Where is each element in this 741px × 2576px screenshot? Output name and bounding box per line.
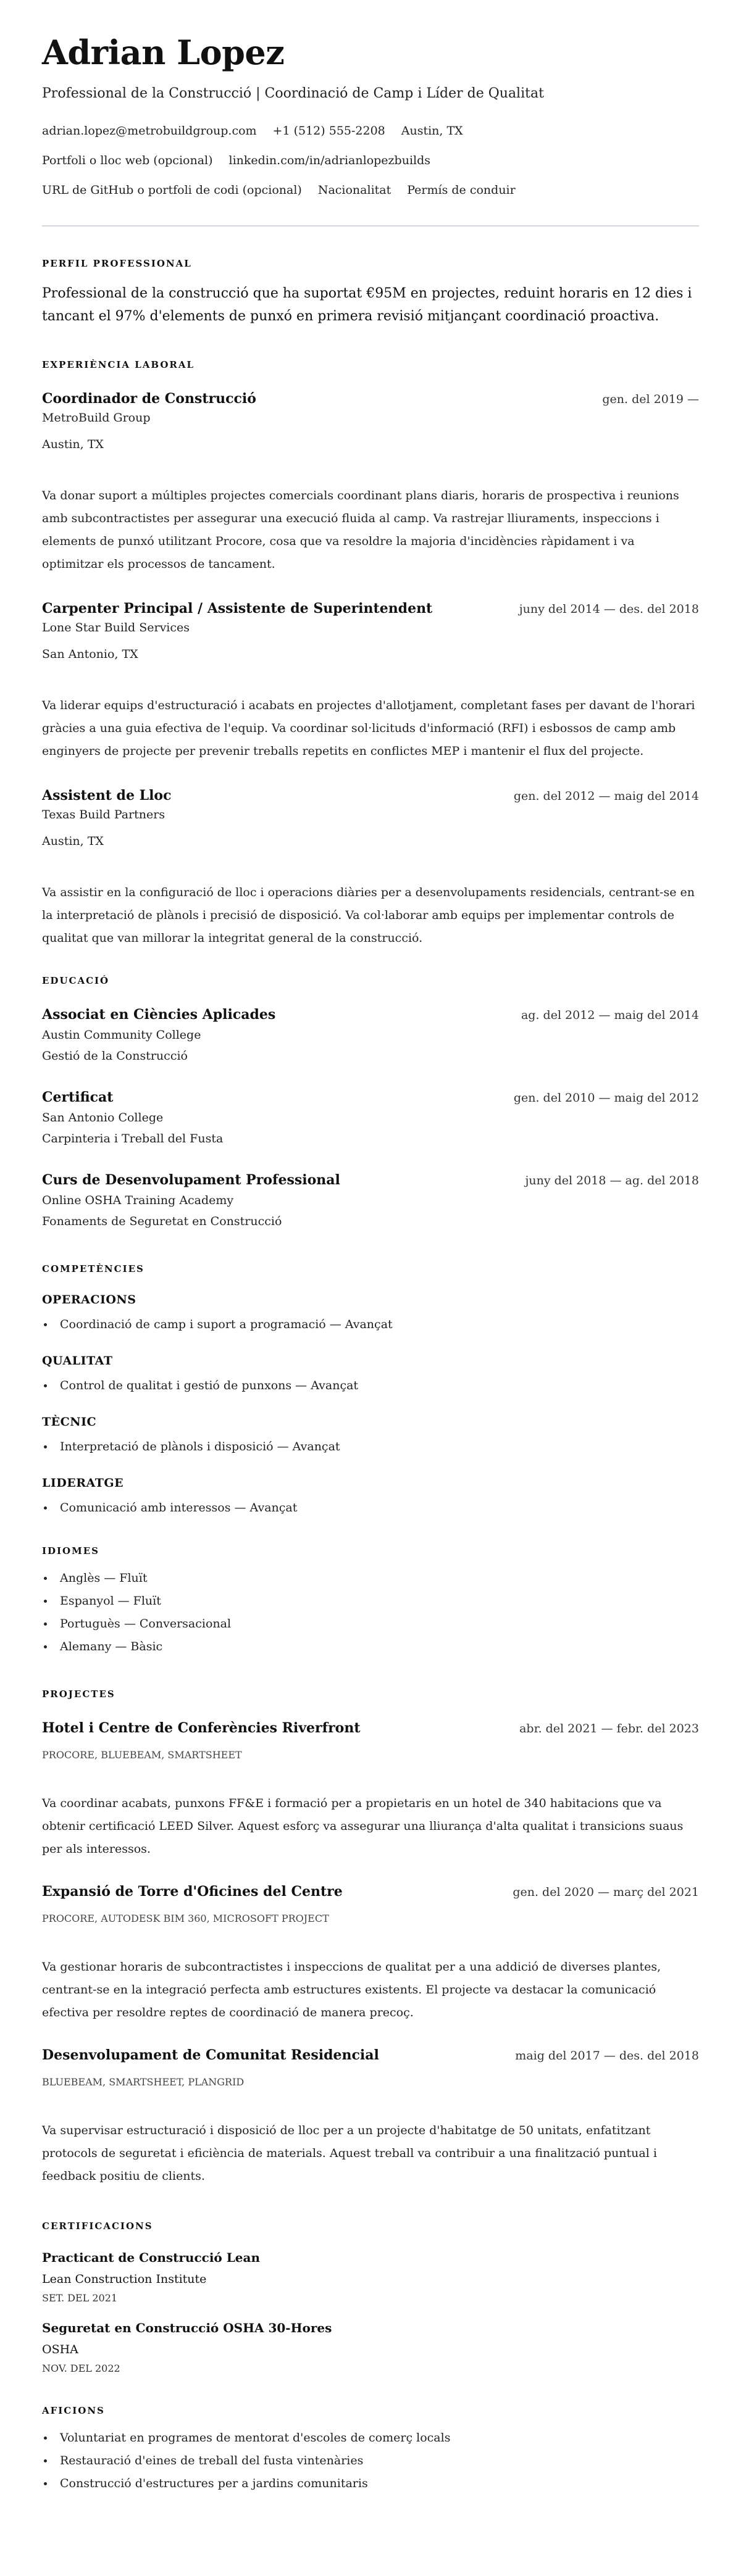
degree: Curs de Desenvolupament Professional: [42, 1172, 340, 1188]
summary-text: Professional de la construcció que ha suportat €95M en projectes, reduint horaris en 12 dies i tancant el 97% d'elements de punxó en primera revisió mitjançant coordinació proactiva.: [42, 286, 692, 324]
list-item-text: Portuguès — Conversacional: [60, 1617, 232, 1631]
portfolio-link[interactable]: Portfoli o lloc web (opcional): [42, 154, 213, 167]
institution: Austin Community College: [42, 1028, 201, 1042]
summary-section: [42, 257, 699, 328]
list-item: [42, 2472, 699, 2495]
education-entry: [42, 1088, 699, 1149]
bullet-icon: [44, 2482, 47, 2485]
degree: Associat en Ciències Aplicades: [42, 1007, 276, 1023]
section-heading: AFICIONS: [42, 2405, 105, 2416]
bullet-icon: [44, 2437, 47, 2440]
job-title: Assistent de Lloc: [42, 787, 172, 804]
list-item: [42, 1435, 699, 1458]
education-dates: ag. del 2012 — maig del 2014: [521, 1008, 699, 1022]
email-link[interactable]: adrian.lopez@metrobuildgroup.com: [42, 124, 257, 138]
project-description: Va gestionar horaris de subcontractistes i inspeccions de qualitat per a una addició de diverses plantes, centrant-se en la integració perfecta amb estructures existents. El projecte va destacar la comunicació efectiva per resoldre reptes de coordinació de manera precoç.: [42, 1960, 661, 2019]
list-item-text: Anglès — Fluït: [60, 1571, 148, 1585]
bullet-icon: [44, 1323, 47, 1326]
company-name: MetroBuild Group: [42, 411, 151, 425]
certification-entry: [42, 2319, 699, 2377]
education-entry: [42, 1005, 699, 1066]
company-name: Lone Star Build Services: [42, 621, 190, 634]
certification-date: SET. DEL 2021: [42, 2292, 118, 2304]
nationality: Nacionalitat: [317, 183, 391, 197]
contact-row: [42, 116, 699, 146]
field-of-study: Gestió de la Construcció: [42, 1049, 188, 1063]
bullet-icon: [44, 1600, 47, 1603]
list-item: [42, 1374, 699, 1397]
projects-section: [42, 1688, 699, 2188]
job-entry: [42, 599, 699, 763]
section-heading: EDUCACIÓ: [42, 975, 110, 986]
skill-list: [42, 1374, 699, 1397]
skill-list: [42, 1313, 699, 1336]
bullet-icon: [44, 1384, 47, 1387]
contact-row: [42, 146, 699, 175]
list-item: [42, 1635, 699, 1658]
list-item-text: Control de qualitat i gestió de punxons — Avançat: [60, 1379, 359, 1392]
certification-issuer: Lean Construction Institute: [42, 2272, 207, 2286]
job-header: [42, 389, 699, 409]
education-header: [42, 1005, 699, 1024]
list-item-text: Voluntariat en programes de mentorat d'escoles de comerç locals: [60, 2431, 451, 2445]
languages-section: [42, 1545, 699, 1658]
certifications-section: [42, 2220, 699, 2377]
job-dates: gen. del 2019 —: [602, 393, 699, 406]
job-header: [42, 786, 699, 805]
project-header: [42, 2046, 699, 2065]
candidate-name: Adrian Lopez: [42, 33, 285, 72]
project-tech-stack: BLUEBEAM, SMARTSHEET, PLANGRID: [42, 2076, 245, 2088]
bullet-icon: [44, 1445, 47, 1448]
certification-entry: [42, 2249, 699, 2307]
list-item-text: Interpretació de plànols i disposició — Avançat: [60, 1440, 340, 1453]
list-item: [42, 1497, 699, 1519]
job-dates: juny del 2014 — des. del 2018: [519, 602, 699, 616]
project-tech-stack: PROCORE, BLUEBEAM, SMARTSHEET: [42, 1749, 242, 1761]
field-of-study: Fonaments de Seguretat en Construcció: [42, 1215, 282, 1228]
section-heading: PERFIL PROFESSIONAL: [42, 258, 192, 269]
job-entry: [42, 786, 699, 950]
education-header: [42, 1171, 699, 1190]
location: Austin, TX: [401, 124, 463, 138]
job-description: Va liderar equips d'estructuració i acabats en projectes d'allotjament, completant fases per davant de l'horari gràcies a una guia efectiva de l'equip. Va coordinar sol·licituds d'informació (RFI) i esbossos de camp amb enginyers de projecte per prevenir treballs repetits en conflictes MEP i mantenir el flux del projecte.: [42, 699, 695, 758]
bullet-icon: [44, 1577, 47, 1580]
bullet-icon: [44, 1622, 47, 1626]
education-entry: [42, 1171, 699, 1232]
skills-section: [42, 1263, 699, 1519]
section-heading: COMPETÈNCIES: [42, 1263, 144, 1274]
certification-name: Practicant de Construcció Lean: [42, 2250, 261, 2265]
phone: +1 (512) 555-2208: [272, 124, 385, 138]
header-divider: [42, 225, 699, 226]
education-header: [42, 1088, 699, 1107]
driving-license: Permís de conduir: [407, 183, 516, 197]
list-item-text: Coordinació de camp i suport a programació — Avançat: [60, 1318, 393, 1331]
project-header: [42, 1719, 699, 1738]
job-header: [42, 599, 699, 618]
project-tech-stack: PROCORE, AUTODESK BIM 360, MICROSOFT PROJECT: [42, 1913, 329, 1924]
project-description: Va supervisar estructuració i disposició de lloc per a un projecte d'habitatge de 50 unitats, enfatitzant protocols de seguretat i eficiència de materials. Aquest treball va contribuir a una finalització puntual i feedback positiu de clients.: [42, 2124, 657, 2183]
list-item: [42, 1613, 699, 1635]
section-heading: PROJECTES: [42, 1689, 115, 1700]
job-description: Va assistir en la configuració de lloc i operacions diàries per a desenvolupaments residencials, centrant-se en la interpretació de plànols i precisió de disposició. Va col·laborar amb equips per implementar controls de qualitat que van millorar la integritat general de la construcció.: [42, 886, 695, 945]
job-location: Austin, TX: [42, 834, 104, 848]
job-title: Coordinador de Construcció: [42, 391, 256, 407]
project-title: Hotel i Centre de Conferències Riverfront: [42, 1720, 361, 1736]
skill-group-heading: TÈCNIC: [42, 1415, 97, 1429]
project-dates: gen. del 2020 — març del 2021: [513, 1885, 699, 1899]
contact-row: [42, 175, 699, 205]
resume-header: [42, 34, 699, 205]
skill-group-heading: OPERACIONS: [42, 1293, 136, 1307]
list-item: [42, 1567, 699, 1590]
education-dates: juny del 2018 — ag. del 2018: [525, 1174, 699, 1187]
job-description: Va donar suport a múltiples projectes comercials coordinant plans diaris, horaris de prospectiva i reunions amb subcontractistes per assegurar una execució fluida al camp. Va rastrejar lliuraments, inspeccions i elements de punxó utilitzant Procore, cosa que va resoldre la majoria d'incidències ràpidament i va optimitzar els processos de tancament.: [42, 489, 679, 571]
job-location: San Antonio, TX: [42, 647, 138, 661]
skill-list: [42, 1497, 699, 1519]
institution: Online OSHA Training Academy: [42, 1194, 234, 1207]
field-of-study: Carpinteria i Treball del Fusta: [42, 1132, 224, 1145]
education-dates: gen. del 2010 — maig del 2012: [513, 1091, 699, 1105]
section-heading: EXPERIÈNCIA LABORAL: [42, 359, 195, 370]
job-location: Austin, TX: [42, 438, 104, 451]
project-title: Desenvolupament de Comunitat Residencial: [42, 2047, 379, 2063]
list-item-text: Comunicació amb interessos — Avançat: [60, 1501, 298, 1514]
project-entry: [42, 1719, 699, 1861]
bullet-icon: [44, 2459, 47, 2462]
certification-issuer: OSHA: [42, 2343, 78, 2356]
project-entry: [42, 1882, 699, 2024]
skill-group-heading: LIDERATGE: [42, 1476, 124, 1490]
project-title: Expansió de Torre d'Oficines del Centre: [42, 1884, 343, 1900]
list-item: [42, 2427, 699, 2449]
list-item-text: Restauració d'eines de treball del fusta vintenàries: [60, 2454, 364, 2467]
linkedin-link[interactable]: linkedin.com/in/adrianlopezbuilds: [228, 154, 431, 167]
list-item: [42, 1313, 699, 1336]
education-section: [42, 974, 699, 1232]
headline: Professional de la Construcció | Coordinació de Camp i Líder de Qualitat: [42, 86, 544, 101]
experience-section: [42, 359, 699, 950]
bullet-icon: [44, 1506, 47, 1510]
section-heading: IDIOMES: [42, 1545, 99, 1556]
hobbies-section: [42, 2404, 699, 2495]
bullet-icon: [44, 1645, 47, 1648]
list-item-text: Alemany — Bàsic: [60, 1640, 163, 1653]
project-entry: [42, 2046, 699, 2188]
list-item: [42, 2449, 699, 2472]
project-description: Va coordinar acabats, punxons FF&E i formació per a propietaris en un hotel de 340 habitacions que va obtenir certificació LEED Silver. Aquest esforç va assegurar una lliurança d'alta qualitat i transicions suaus per als interessos.: [42, 1797, 684, 1856]
project-dates: abr. del 2021 — febr. del 2023: [519, 1722, 699, 1735]
project-dates: maig del 2017 — des. del 2018: [515, 2049, 699, 2063]
degree: Certificat: [42, 1089, 114, 1105]
project-header: [42, 1882, 699, 1901]
skill-list: [42, 1435, 699, 1458]
list-item-text: Espanyol — Fluït: [60, 1594, 161, 1608]
company-name: Texas Build Partners: [42, 808, 165, 821]
github-link[interactable]: URL de GitHub o portfoli de codi (opcional): [42, 183, 302, 197]
certification-name: Seguretat en Construcció OSHA 30-Hores: [42, 2320, 332, 2335]
job-entry: [42, 389, 699, 576]
section-heading: CERTIFICACIONS: [42, 2221, 153, 2232]
institution: San Antonio College: [42, 1111, 164, 1124]
job-title: Carpenter Principal / Assistente de Superintendent: [42, 600, 433, 617]
list-item-text: Construcció d'estructures per a jardins comunitaris: [60, 2477, 368, 2490]
skill-group-heading: QUALITAT: [42, 1354, 113, 1368]
certification-date: NOV. DEL 2022: [42, 2362, 120, 2374]
list-item: [42, 1590, 699, 1613]
job-dates: gen. del 2012 — maig del 2014: [513, 789, 699, 803]
